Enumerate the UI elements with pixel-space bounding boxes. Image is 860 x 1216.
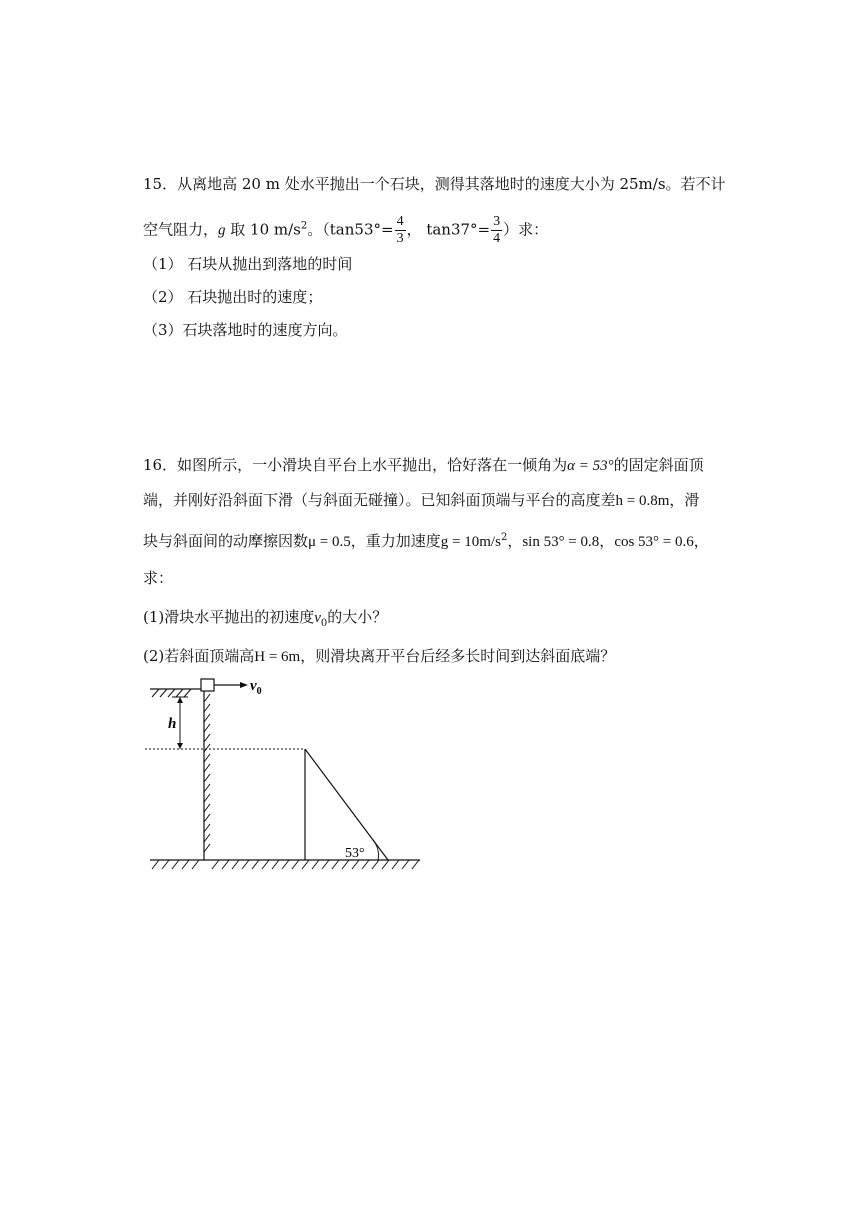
ground-hatch — [152, 860, 419, 869]
q15-line2-c: 。（tan53°= — [307, 220, 394, 239]
q16-line3-a: 块与斜面间的动摩擦因数 — [143, 532, 309, 550]
platform-hatch — [152, 689, 191, 697]
q16-cos: cos 53° = 0.6 — [614, 534, 694, 550]
q16-item2-a: (2)若斜面顶端高 — [143, 647, 255, 665]
q15-item2: （2） 石块抛出时的速度； — [143, 288, 323, 306]
q16-item1-a: (1)滑块水平抛出的初速度 — [143, 608, 315, 626]
q15-item1: （1） 石块从抛出到落地的时间 — [143, 255, 353, 273]
frac1-num: 4 — [396, 214, 404, 229]
q15-sup: 2 — [300, 220, 308, 232]
q15-line2-d: ， tan37°= — [406, 220, 491, 239]
q16-v: v — [314, 610, 321, 626]
q16-line2 — [143, 490, 699, 511]
q16-item1-b: 的大小？ — [327, 608, 388, 626]
q16-item2-b: ，则滑块离开平台后经多长时间到达斜面底端？ — [300, 647, 616, 665]
q15-fraction-3-4 — [491, 214, 502, 247]
q15-item3: （3）石块落地时的速度方向。 — [143, 321, 348, 339]
q15-line1: 15．从离地高 20 m 处水平抛出一个石块，测得其落地时的速度大小为 25m/s。若不计 — [143, 175, 726, 193]
q16-figure — [140, 672, 430, 882]
q16-line1-b: 的固定斜面顶 — [613, 456, 704, 474]
q16-v-sub: 0 — [320, 618, 328, 629]
q15-line2-a: 空气阻力， — [143, 220, 219, 239]
frac2-den: 4 — [493, 231, 501, 246]
q16-alpha: α = 53° — [567, 458, 614, 474]
q16-line3-c: ， — [507, 532, 523, 550]
q15-g: g — [218, 222, 226, 239]
q16-line3-b: ，重力加速度 — [350, 532, 441, 550]
q16-line3 — [143, 528, 709, 552]
q16-mu: μ = 0.5 — [308, 534, 351, 550]
q15-line2-e: ）求： — [503, 220, 549, 239]
angle-arc — [373, 840, 378, 860]
velocity-label: $v_0$ — [250, 678, 262, 697]
angle-label: 53° — [345, 846, 365, 861]
q16-line4: 求： — [143, 569, 174, 587]
q16-line3-e: ， — [693, 532, 709, 550]
wall-hatch — [204, 694, 210, 852]
h-arrow-bottom — [177, 743, 183, 749]
q16-g: g = 10m/s — [440, 534, 501, 550]
q16-item1 — [143, 607, 387, 634]
q16-g-sup: 2 — [500, 532, 508, 543]
q15-line2 — [143, 214, 548, 247]
q15-fraction-4-3 — [395, 214, 406, 247]
q16-sin: sin 53° = 0.8 — [522, 534, 600, 550]
q16-line1 — [143, 455, 704, 476]
slider-block — [201, 679, 214, 691]
q16-line3-d: ， — [599, 532, 615, 550]
frac1-den: 3 — [396, 231, 404, 246]
q15-line2-b: 取 10 m/s — [225, 220, 301, 239]
arrow-head — [240, 682, 248, 688]
q16-item2 — [143, 646, 615, 667]
q16-line2-a: 端，并刚好沿斜面下滑（与斜面无碰撞）。已知斜面顶端与平台的高度差 — [143, 491, 616, 509]
h-label: h — [168, 716, 177, 732]
h-arrow-top — [177, 697, 183, 703]
q16-h: h = 0.8m — [615, 493, 670, 509]
q16-H: H = 6m — [254, 649, 301, 665]
q16-line1-a: 16．如图所示，一小滑块自平台上水平抛出，恰好落在一倾角为 — [143, 456, 568, 474]
frac2-num: 3 — [493, 214, 501, 229]
q16-line2-b: ，滑 — [669, 491, 700, 509]
